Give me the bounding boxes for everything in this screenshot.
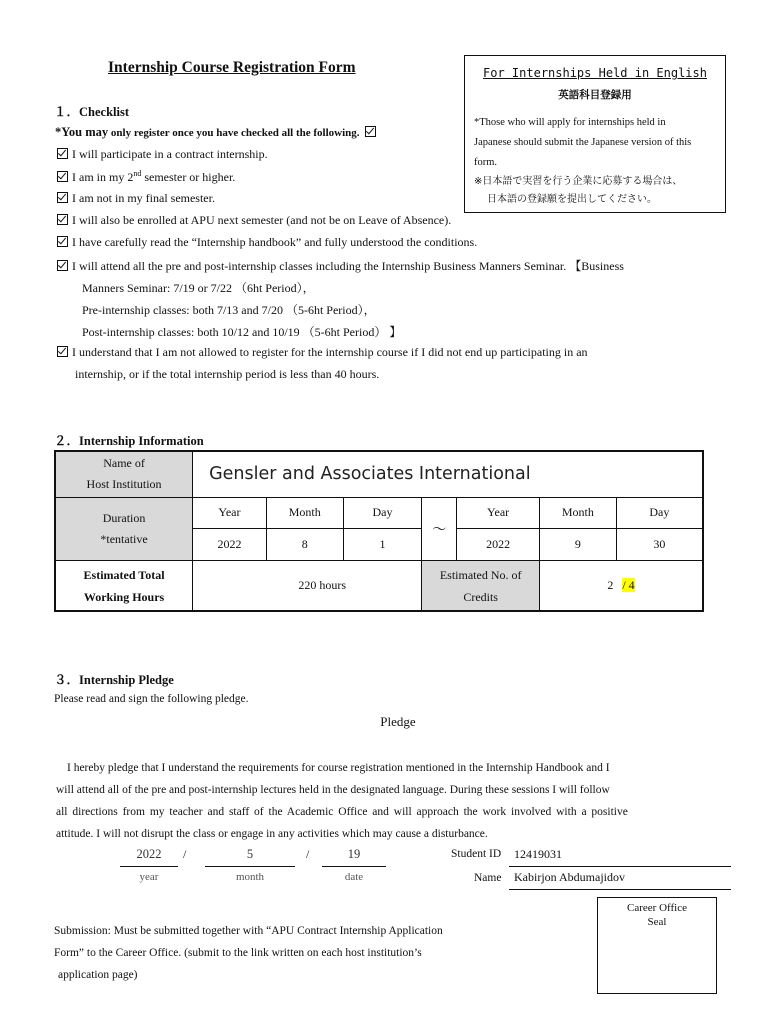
- checkbox-icon[interactable]: [57, 148, 68, 159]
- english-notice-text: *Those who will apply for internships held in Japanese should submit the Japanese version of this form. ※日本語で実習を行う企業に応募する場合は、 日本語の登録願を提出してください。: [474, 117, 692, 205]
- checkbox-icon[interactable]: [57, 346, 68, 357]
- checkbox-icon[interactable]: [57, 192, 68, 203]
- start-year-header: Year: [193, 497, 267, 528]
- name-label: Name: [474, 872, 502, 884]
- checklist-item-2[interactable]: I am in my 2nd semester or higher.: [57, 169, 235, 185]
- working-hours-field[interactable]: 220 hours: [193, 561, 422, 611]
- checklist-item-3[interactable]: I am not in my final semester.: [57, 191, 215, 206]
- form-title: Internship Course Registration Form: [108, 59, 356, 76]
- student-id-field[interactable]: 12419031: [509, 847, 731, 867]
- student-id-label: Student ID: [451, 848, 502, 860]
- name-field[interactable]: Kabirjon Abdumajidov: [509, 870, 731, 890]
- internship-info-table: [54, 450, 704, 612]
- date-month-label: month: [235, 871, 265, 883]
- date-separator-2: /: [306, 847, 310, 861]
- start-year-field[interactable]: 2022: [193, 528, 267, 560]
- end-day-field[interactable]: 30: [616, 528, 703, 560]
- checklist-item-7[interactable]: I understand that I am not allowed to register for the internship course if I did not end up participating in an: [57, 345, 588, 360]
- english-notice-heading: For Internships Held in English: [483, 66, 707, 80]
- credits-label-cell: Estimated No. of Credits: [422, 561, 540, 611]
- submission-note: Submission: Must be submitted together with “APU Contract Internship Application Form” to the Career Office. (submit to the link written on each host institution’s application page): [54, 925, 443, 981]
- credits-field[interactable]: 2 / 4: [539, 561, 703, 611]
- start-day-field[interactable]: 1: [343, 528, 422, 560]
- start-day-header: Day: [343, 497, 422, 528]
- checklist-item-6-post: Post-internship classes: both 10/12 and 10/19 （5-6ht Period） 】: [82, 325, 402, 339]
- date-month-field[interactable]: 5: [205, 847, 295, 867]
- checklist-intro: *You may only register once you have checked all the following.: [55, 125, 380, 140]
- pledge-heading: ３．Internship Pledge: [54, 673, 174, 687]
- checkbox-icon[interactable]: [57, 236, 68, 247]
- checklist-item-1[interactable]: I will participate in a contract internship.: [57, 147, 268, 162]
- start-month-header: Month: [266, 497, 343, 528]
- end-month-field[interactable]: 9: [539, 528, 616, 560]
- checkbox-icon[interactable]: [57, 260, 68, 271]
- end-year-field[interactable]: 2022: [457, 528, 540, 560]
- checkbox-icon[interactable]: [57, 171, 68, 182]
- english-notice-box: [464, 55, 726, 213]
- english-notice-subheading: 英語科目登録用: [558, 89, 632, 101]
- date-separator-1: /: [183, 847, 187, 861]
- end-month-header: Month: [539, 497, 616, 528]
- pledge-title: Pledge: [380, 714, 416, 729]
- hours-label-cell: Estimated Total Working Hours: [55, 561, 193, 611]
- duration-tilde: ～: [422, 497, 457, 560]
- career-office-seal-box: Career Office Seal: [597, 897, 717, 994]
- checklist-item-6[interactable]: I will attend all the pre and post-internship classes including the Internship Business Manners Seminar. 【Business: [57, 257, 624, 274]
- checklist-item-6-pre: Pre-internship classes: both 7/13 and 7/20 （5-6ht Period），: [82, 303, 376, 317]
- date-year-field[interactable]: 2022: [120, 847, 178, 867]
- pledge-instruction: Please read and sign the following pledge.: [54, 693, 249, 705]
- credits-max: / 4: [622, 578, 635, 593]
- end-day-header: Day: [616, 497, 703, 528]
- host-institution-field[interactable]: Gensler and Associates International: [193, 451, 703, 497]
- date-year-label: year: [139, 871, 159, 883]
- info-heading: ２．Internship Information: [54, 434, 204, 448]
- checklist-item-7-cont: internship, or if the total internship period is less than 40 hours.: [75, 367, 380, 381]
- end-year-header: Year: [457, 497, 540, 528]
- intro-checkbox[interactable]: [365, 126, 376, 137]
- date-day-label: date: [344, 871, 364, 883]
- duration-label-cell: Duration *tentative: [55, 497, 193, 560]
- start-month-field[interactable]: 8: [266, 528, 343, 560]
- checklist-item-5[interactable]: I have carefully read the “Internship handbook” and fully understood the conditions.: [57, 235, 477, 250]
- date-day-field[interactable]: 19: [322, 847, 386, 867]
- host-label-cell: Name of Host Institution: [55, 451, 193, 497]
- checkbox-icon[interactable]: [57, 214, 68, 225]
- checklist-item-6-seminar: Manners Seminar: 7/19 or 7/22 （6ht Period），: [82, 281, 315, 295]
- pledge-body: I hereby pledge that I understand the requirements for course registration mentioned in the Internship Handbook and I will attend all of the pre and post-internship lectures held in the designated language. During these sessions I will follow all directions from my teacher and staff of the Academic Office and will approach the work involved with a positive attitude. I will not disrupt the class or engage in any activities which may cause a disturbance.: [56, 762, 628, 840]
- checklist-item-4[interactable]: I will also be enrolled at APU next semester (and not be on Leave of Absence).: [57, 213, 451, 228]
- checklist-heading: １．Checklist: [54, 105, 130, 119]
